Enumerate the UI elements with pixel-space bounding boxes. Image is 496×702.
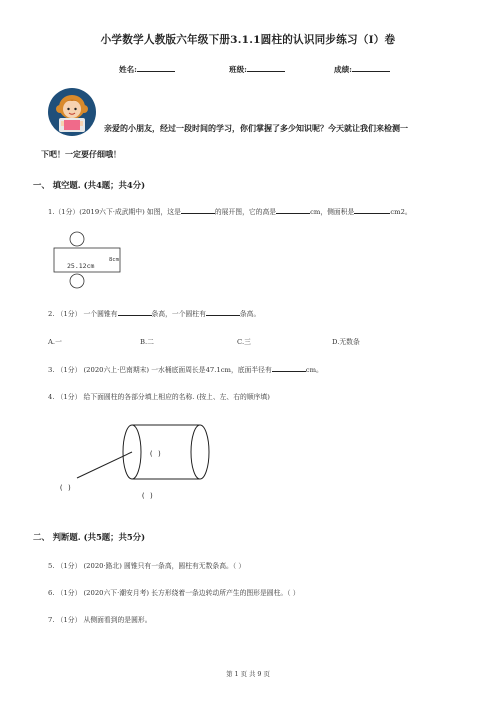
score-blank[interactable]: [352, 63, 390, 72]
left-answer-paren: ( ): [59, 484, 72, 492]
section-heading-judge: 二、 判断题. (共5题；共5分): [33, 532, 146, 542]
q2-blank-2[interactable]: [206, 308, 240, 316]
q2-option-c[interactable]: C.三: [237, 338, 251, 346]
name-label: 姓名:: [119, 65, 137, 74]
question-6: 6. （1分） (2020六下·潮安月考) 长方形绕着一条边转动所产生的图形是圆柱。（ ）: [48, 589, 300, 597]
name-blank[interactable]: [137, 63, 175, 72]
q2-text-b: 条高，一个圆柱有: [151, 310, 206, 318]
class-blank[interactable]: [247, 63, 285, 72]
net-height-label: 8cm: [109, 257, 119, 263]
intro-line-2: 下吧！一定要仔细哦！: [41, 149, 121, 159]
q1-text-a: 1.（1分）(2019六下·成武期中) 如图，这是: [48, 208, 181, 216]
q2-option-a[interactable]: A.一: [48, 338, 62, 346]
question-1: [48, 206, 412, 216]
net-width-label: 25.12cm: [67, 262, 95, 270]
page-footer: 第 1 页 共 9 页: [226, 670, 270, 678]
class-label: 班级:: [229, 65, 247, 74]
q2-blank-1[interactable]: [118, 308, 152, 316]
q2-text-c: 条高。: [239, 310, 261, 318]
section-heading-fill: 一、 填空题. (共4题；共4分): [33, 180, 146, 190]
question-7: 7. （1分） 从侧面看到的是圆形。: [48, 616, 152, 624]
class-field[interactable]: [229, 63, 285, 75]
q2-option-d[interactable]: D.无数条: [332, 338, 360, 346]
q1-text-d: cm2。: [390, 208, 412, 216]
top-answer-paren: ( ): [149, 450, 162, 458]
cylinder-figure: [55, 418, 225, 508]
intro-line-1: 亲爱的小朋友，经过一段时间的学习，你们掌握了多少知识呢？今天就让我们来检测一: [104, 123, 408, 133]
q2-option-b[interactable]: B.二: [140, 338, 154, 346]
score-label: 成绩:: [334, 65, 352, 74]
name-field[interactable]: [119, 63, 175, 75]
bottom-answer-paren: ( ): [141, 492, 154, 500]
q1-text-b: 的展开图，它的高是: [214, 208, 277, 216]
q1-blank-3[interactable]: [354, 206, 390, 214]
q1-blank-2[interactable]: [276, 206, 310, 214]
cartoon-girl-illustration: [47, 87, 97, 137]
q3-text-b: cm。: [305, 366, 323, 374]
q3-text-a: 3. （1分） (2020六上·巴南期末) 一水桶底面周长是47.1cm，底面半径有: [48, 366, 272, 374]
q2-text-a: 2. （1分） 一个圆锥有: [48, 310, 118, 318]
score-field[interactable]: [334, 63, 390, 75]
question-5: 5. （1分） (2020·路北) 圆锥只有一条高，圆柱有无数条高。（ ）: [48, 562, 246, 570]
page-title: 小学数学人教版六年级下册3.1.1圆柱的认识同步练习（I）卷: [100, 34, 396, 46]
question-3: [48, 364, 323, 374]
q1-text-c: cm，侧面积是: [310, 208, 355, 216]
q1-blank-1[interactable]: [181, 206, 215, 214]
q3-blank-1[interactable]: [272, 364, 306, 372]
question-2: [48, 308, 260, 318]
question-4: 4. （1分） 给下面圆柱的各部分填上相应的名称. (按上、左、右的顺序填): [48, 393, 270, 401]
cylinder-net-figure: [52, 231, 132, 291]
